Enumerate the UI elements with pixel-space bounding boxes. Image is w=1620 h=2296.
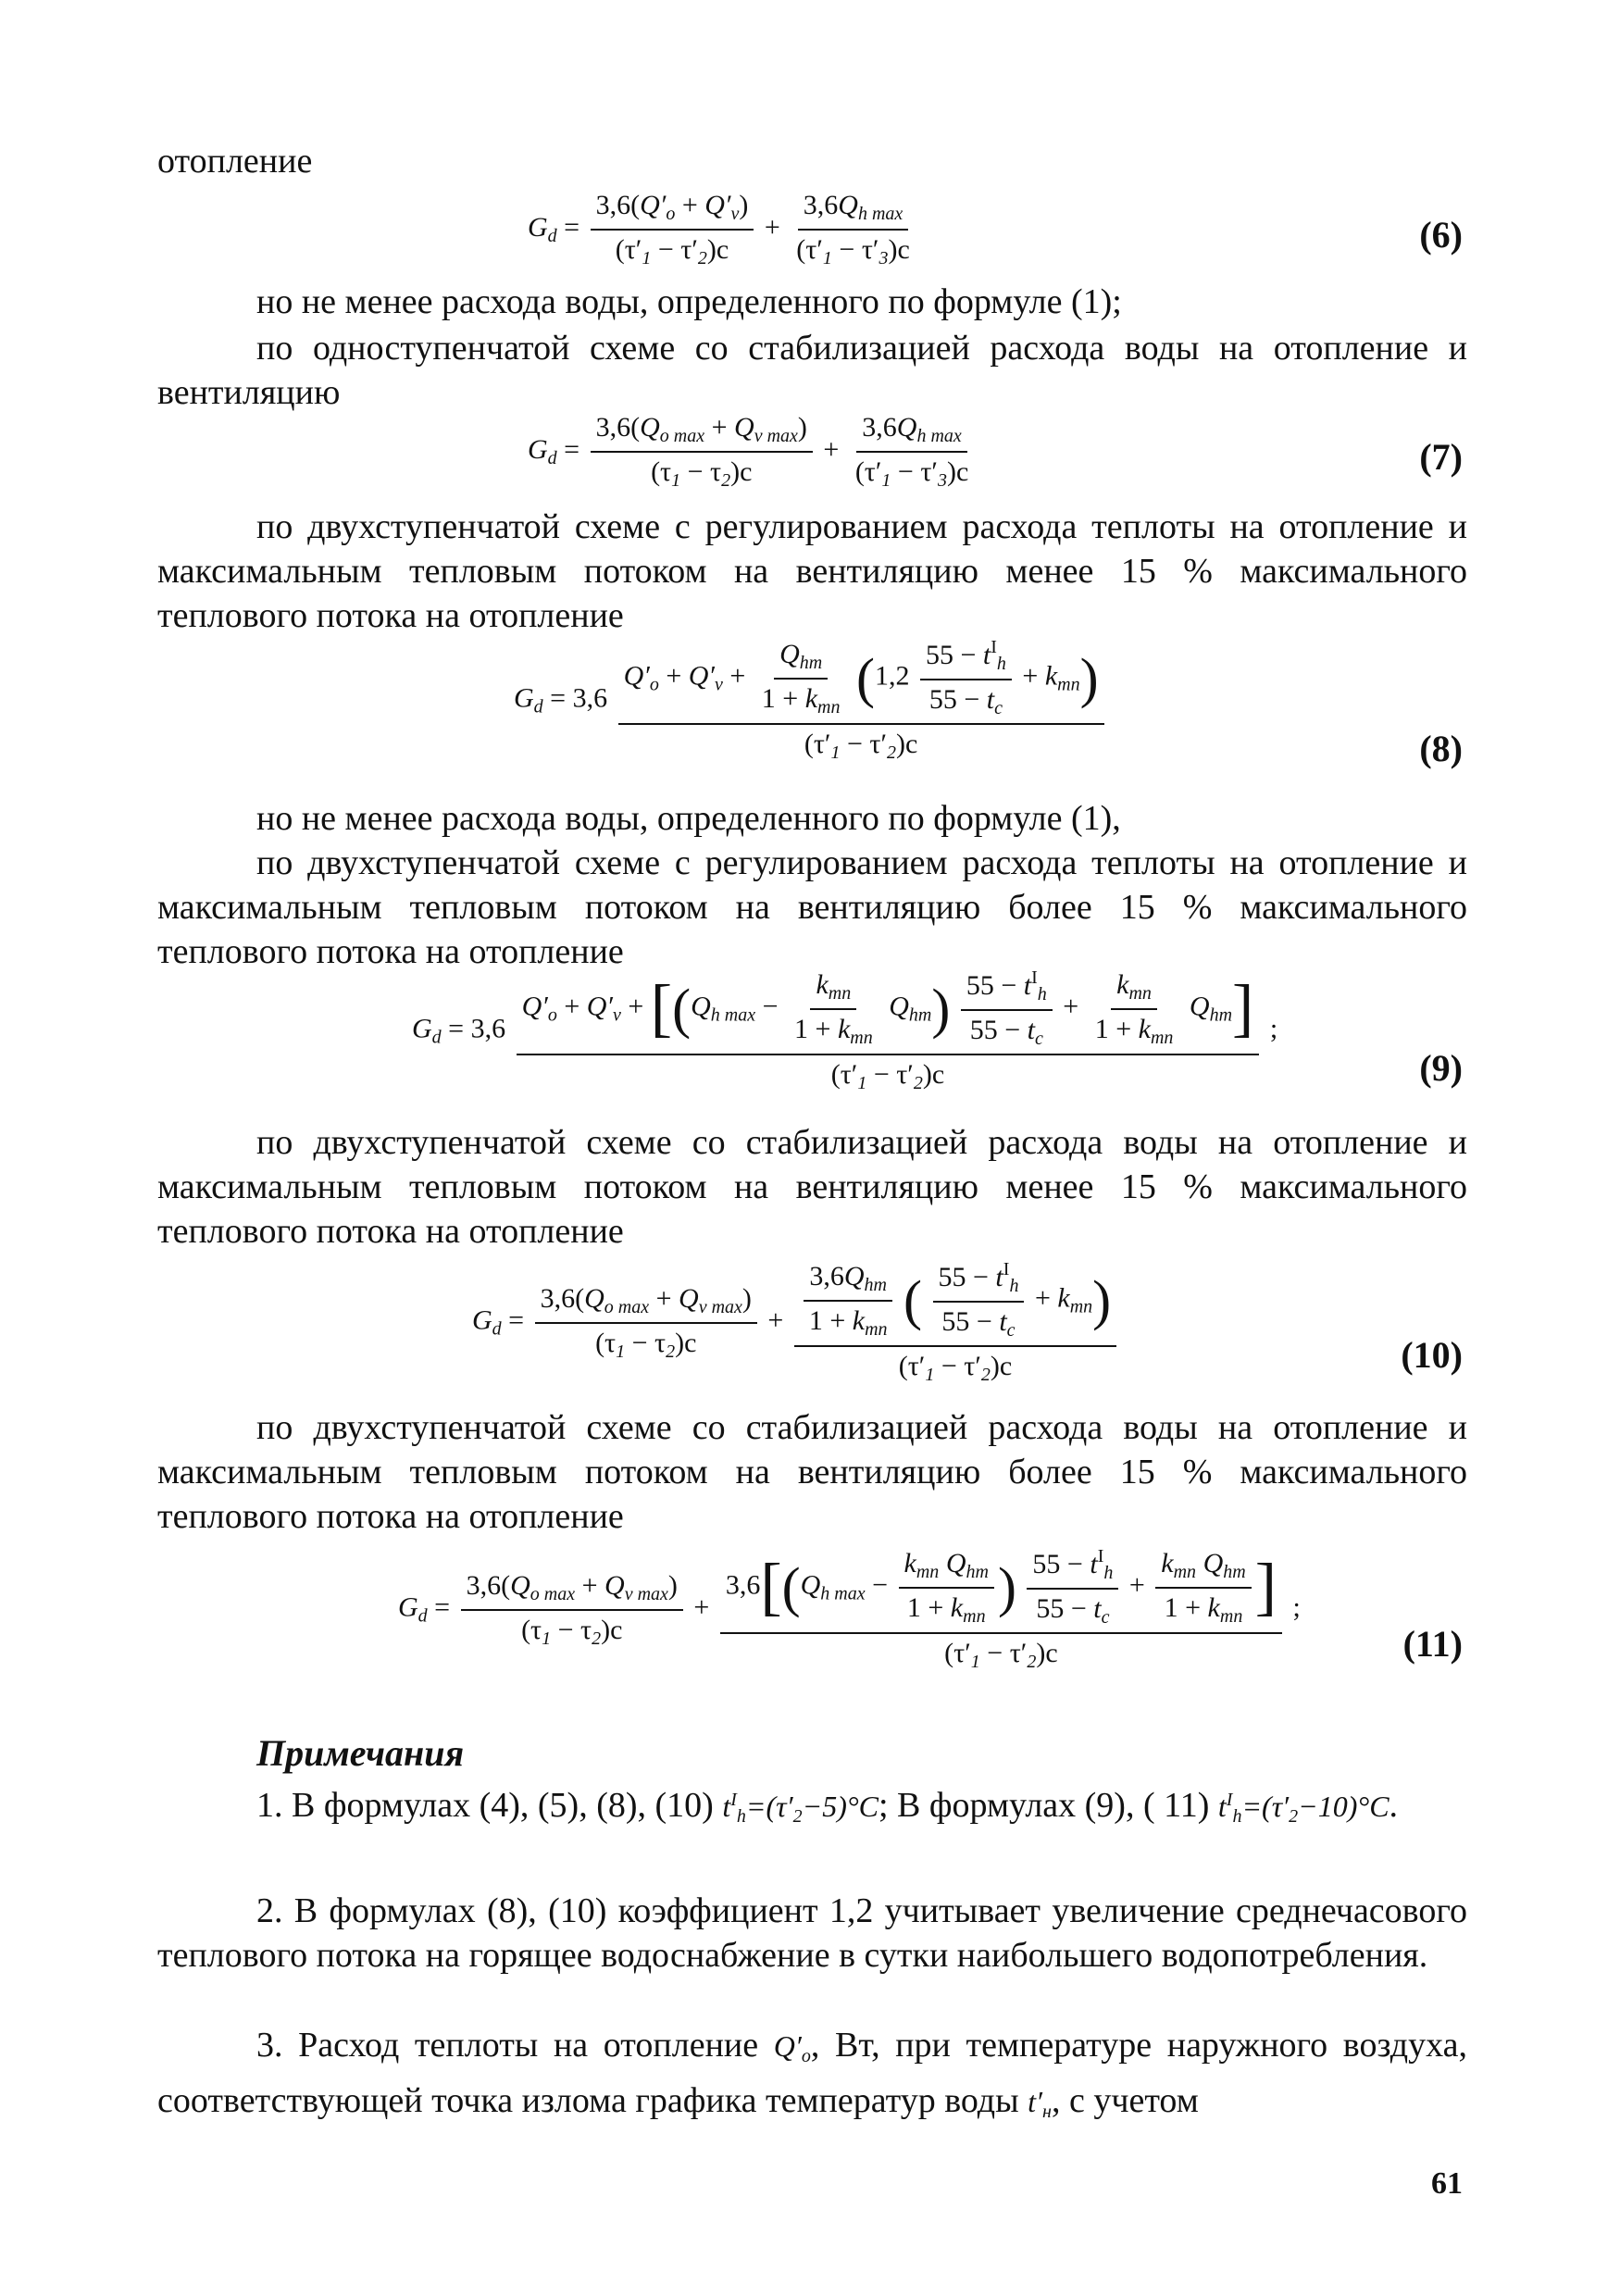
note-1: 1. В формулах (4), (5), (8), (10) $t^I_h=(\tau'_2-5)^\circ C$; В формулах (9), ( 11) $t^I_h=(\tau'_2-10)^\circ C$. — [256, 1786, 1399, 1827]
paragraph-before-7: по одноступенчатой схеме со стабилизацией расхода воды на отопление и вентиляцию — [157, 329, 1467, 412]
paragraph-before-9: по двухступенчатой схеме с регулированием расхода теплоты на отопление и максимальным тепловым потоком на вентиляцию более 15 % максимального теплового потока на отопление — [157, 843, 1467, 971]
note-3-text-a: 3. Расход теплоты на отопление — [256, 2026, 759, 2065]
paragraph-before-10: по двухступенчатой схеме со стабилизацией расхода воды на отопление и максимальным тепловым потоком на вентиляцию менее 15 % максимального теплового потока на отопление — [157, 1123, 1467, 1251]
note-3 — [157, 2023, 1467, 2134]
paragraph-before-8: по двухступенчатой схеме с регулированием расхода теплоты на отопление и максимальным тепловым потоком на вентиляцию менее 15 % максимального теплового потока на отопление — [157, 507, 1467, 635]
formula-9: $G_d = 3,6$ $Q'_o + Q'_v + [(Q_{h max}$ − $\frac{k_{mn}}{1 + k_{mn}}$ $Q_{hm}$) $\frac{55 - t^I_h}{55 - t_c}$ + $\frac{k_{mn}}{1 + k_{mn}}$ $Q_{hm}$] $(\tau'_1 - \tau'_2)c$ ; — [412, 967, 1278, 1093]
note-2: 2. В формулах (8), (10) коэффициент 1,2 учитывает увеличение среднечасового теплового потока на горящее водоснабжение в сутки наибольшего водопотребления. — [157, 1891, 1467, 1975]
note-3-symbol-q: $Q'_o$ — [773, 2029, 811, 2066]
equation-number-7: (7) — [1419, 436, 1463, 478]
formula-11: $G_d$ = $\frac{3,6(Q_{o max} + Q_{v max})}{(\tau_1 - \tau_2)c}$ + $3,6[(Q_{h max}$ − $\frac{k_{mn} Q_{hm}}{1 + k_{mn}}$ ) $\frac{55 - t^I_h}{55 - t_c}$ + $\frac{k_{mn} Q_{hm}}{1 + k_{mn}}$ ] $(\tau'_1 - \tau'_2)c$ ; — [398, 1546, 1301, 1672]
note-3-text-c: , с учетом — [1051, 2081, 1199, 2120]
formula-8: $G_d = 3,6$ $Q'_o + Q'_v$ + $\frac{Q_{hm}}{1 + k_{mn}}$ (1,2 $\frac{55 - t^I_h}{55 - t_c}$ + $k_{mn}$) $(\tau'_1 - \tau'_2)c$ — [514, 637, 1108, 764]
equation-number-11: (11) — [1402, 1623, 1463, 1665]
formula-6: $G_d$ = $\frac{3,6(Q'_o + Q'_v)}{(\tau'_1 - \tau'_2)c}$ + $\frac{3,6Q_{h max}}{(\tau'_1 - \tau'_3)c}$ — [528, 190, 910, 268]
intro-text: отопление — [157, 142, 313, 181]
equation-number-8: (8) — [1419, 728, 1463, 769]
note-3-symbol-t: $t'_н$ — [1028, 2085, 1052, 2122]
equation-number-10: (10) — [1401, 1334, 1463, 1376]
paragraph-after-6: но не менее расхода воды, определенного по формуле (1); — [256, 282, 1122, 321]
formula-10: $G_d$ = $\frac{3,6(Q_{o max} + Q_{v max})}{(\tau_1 - \tau_2)c}$ + $\frac{3,6Q_{hm}}{1 + k_{mn}}$ ( $\frac{55 - t^I_h}{55 - t_c}$ + $k_{mn}$) $(\tau'_1 - \tau'_2)c$ — [472, 1259, 1120, 1386]
note-3-text-b: , Вт, при температуре наружного воздуха, соответствующей точка излома графика температур воды — [157, 2026, 1468, 2120]
page-number: 61 — [1431, 2166, 1463, 2201]
equation-number-6: (6) — [1419, 214, 1463, 256]
note-1-text-b: ; В формулах (9), ( 11) — [879, 1786, 1210, 1825]
paragraph-after-8: но не менее расхода воды, определенного по формуле (1), — [256, 799, 1121, 838]
note-1-formula-a: $t^I_h=(\tau'_2-5)^\circ C$ — [722, 1790, 879, 1827]
notes-heading: Примечания — [256, 1732, 465, 1774]
note-1-text-a: 1. В формулах (4), (5), (8), (10) — [256, 1786, 714, 1825]
formula-7: $G_d$ = $\frac{3,6(Q_{o max} + Q_{v max})}{(\tau_1 - \tau_2)c}$ + $\frac{3,6Q_{h max}}{(\tau'_1 - \tau'_3)c}$ — [528, 412, 969, 491]
paragraph-before-11: по двухступенчатой схеме со стабилизацией расхода воды на отопление и максимальным тепловым потоком на вентиляцию более 15 % максимального теплового потока на отопление — [157, 1408, 1467, 1536]
equation-number-9: (9) — [1419, 1047, 1463, 1089]
note-1-formula-b: $t^I_h=(\tau'_2-10)^\circ C$ — [1217, 1790, 1389, 1827]
